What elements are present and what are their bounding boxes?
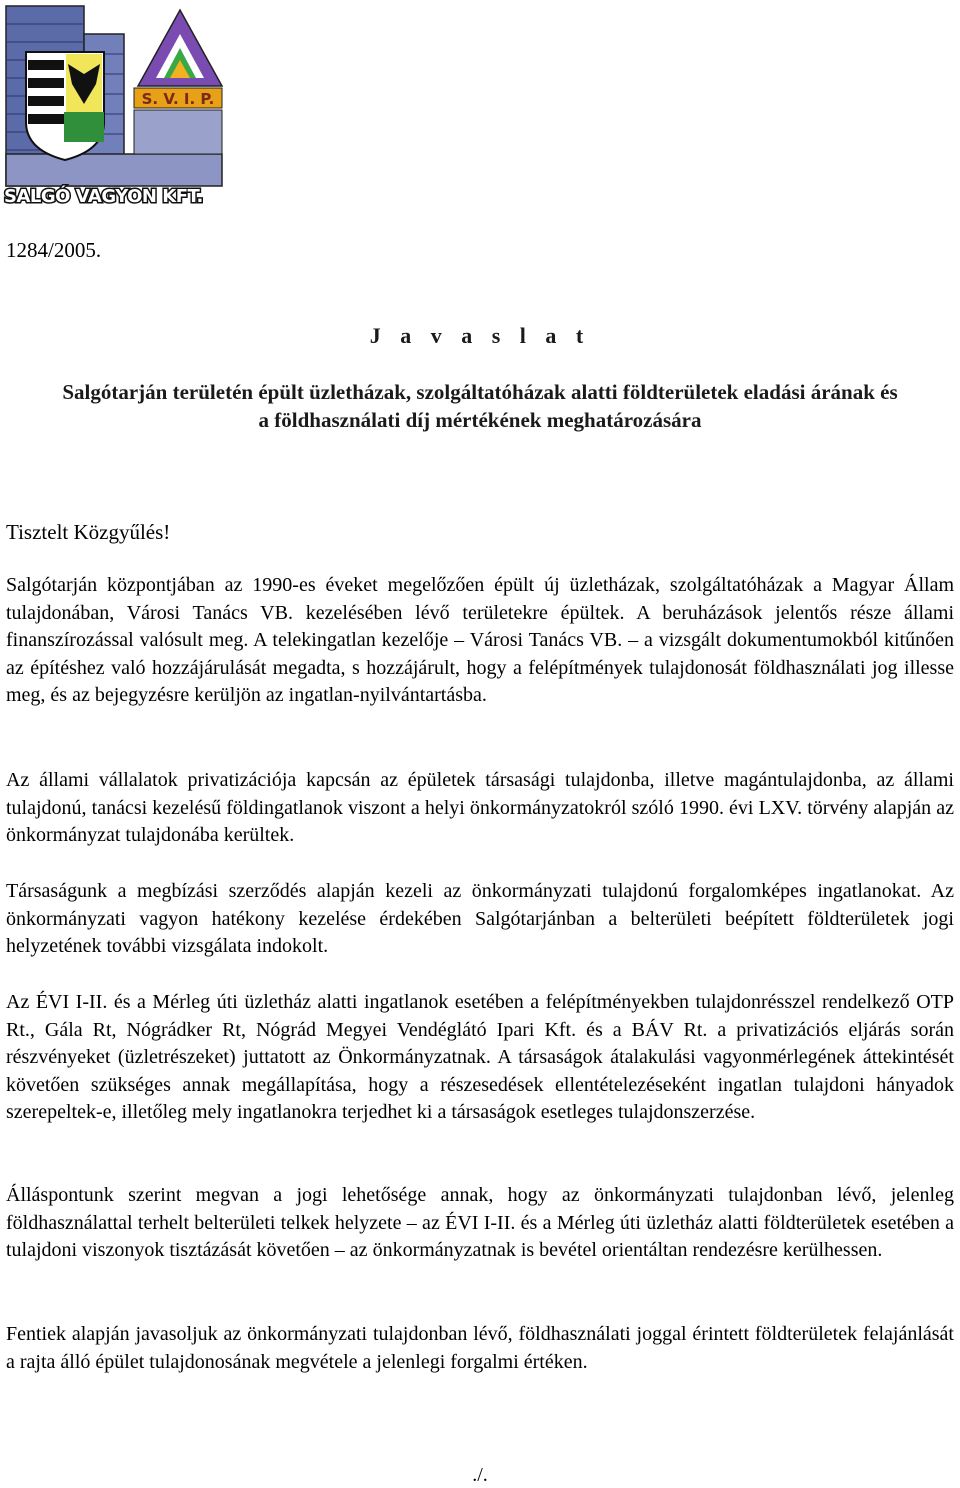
paragraph-6: Fentiek alapján javasoljuk az önkormányzati tulajdonban lévő, földhasználati joggal érintett földterületek felajánlását a rajta álló épület tulajdonosának megvétele a jelenlegi forgalmi értéken. (6, 1323, 954, 1373)
company-logo (4, 4, 224, 210)
reference-number: 1284/2005. (6, 238, 102, 262)
greeting: Tisztelt Közgyűlés! (6, 520, 171, 544)
logo-badge-text: S. V. I. P. (141, 90, 215, 108)
paragraph-4: Az ÉVI I-II. és a Mérleg úti üzletház alatti ingatlanok esetében a felépítményekben tulajdonrésszel rendelkező OTP Rt., Gála Rt, Nógrádker Rt, Nógrád Megyei Vendéglátó Ipari Kft. és a BÁV Rt. a privatizációs eljárás során részvényeket (üzletrészeket) juttatott az Önkormányzatnak. A társaságok átalakulási vagyonmérlegének áttekintését követően szükséges annak megállapítása, hogy a részesedések ellentételezéseként ingatlan tulajdoni hányadok szerepeltek-e, illetőleg mely ingatlanokra terjedhet ki a társaságok esetleges tulajdonszerzése. (6, 991, 954, 1124)
document-title: J a v a s l a t (369, 323, 591, 348)
paragraph-3: Társaságunk a megbízási szerződés alapján kezeli az önkormányzati tulajdonú forgalomképes ingatlanokat. Az önkormányzati vagyon hatékony kezelése érdekében Salgótarjánban a belterületi beépített földterületek jogi helyzetének további vizsgálata indokolt. (6, 880, 954, 958)
paragraph-1: Salgótarján központjában az 1990-es éveket megelőzően épült új üzletházak, szolgáltatóházak a Magyar Állam tulajdonában, Városi Tanács VB. kezelésében lévő területekre épültek. A beruházások jelentős része állami finanszírozással valósult meg. A telekingatlan kezelője – Városi Tanács VB. – a vizsgált dokumentumokból kitűnően az építéshez való hozzájárulását megadta, s hozzájárult, hogy a felépítmények tulajdonosát földhasználati jog illesse meg, és az bejegyzésre kerüljön az ingatlan-nyilvántartásba. (6, 574, 954, 707)
paragraph-2: Az állami vállalatok privatizációja kapcsán az épületek társasági tulajdonba, illetve magántulajdonba, az állami tulajdonú, tanácsi kezelésű földingatlanok viszont a helyi önkormányzatokról szóló 1990. évi LXV. törvény alapján az önkormányzat tulajdonába kerültek. (6, 769, 954, 847)
company-name-logo-text: SALGÓ VAGYON KFT. (4, 186, 203, 207)
paragraph-5: Álláspontunk szerint megvan a jogi lehetősége annak, hogy az önkormányzati tulajdonban lévő, jelenleg földhasználattal terhelt belterületi telkek helyzete – az ÉVI I-II. és a Mérleg úti üzletház alatti földterületek esetében a tulajdoni viszonyok tisztázását követően – az önkormányzatnak is bevétel orientáltan rendezésre kerülhessen. (6, 1184, 954, 1262)
document-subject: Salgótarján területén épült üzletházak, szolgáltatóházak alatti földterületek eladási árának és a földhasználati díj mértékének meghatározására (62, 380, 898, 432)
continuation-mark: ./. (472, 1464, 488, 1486)
